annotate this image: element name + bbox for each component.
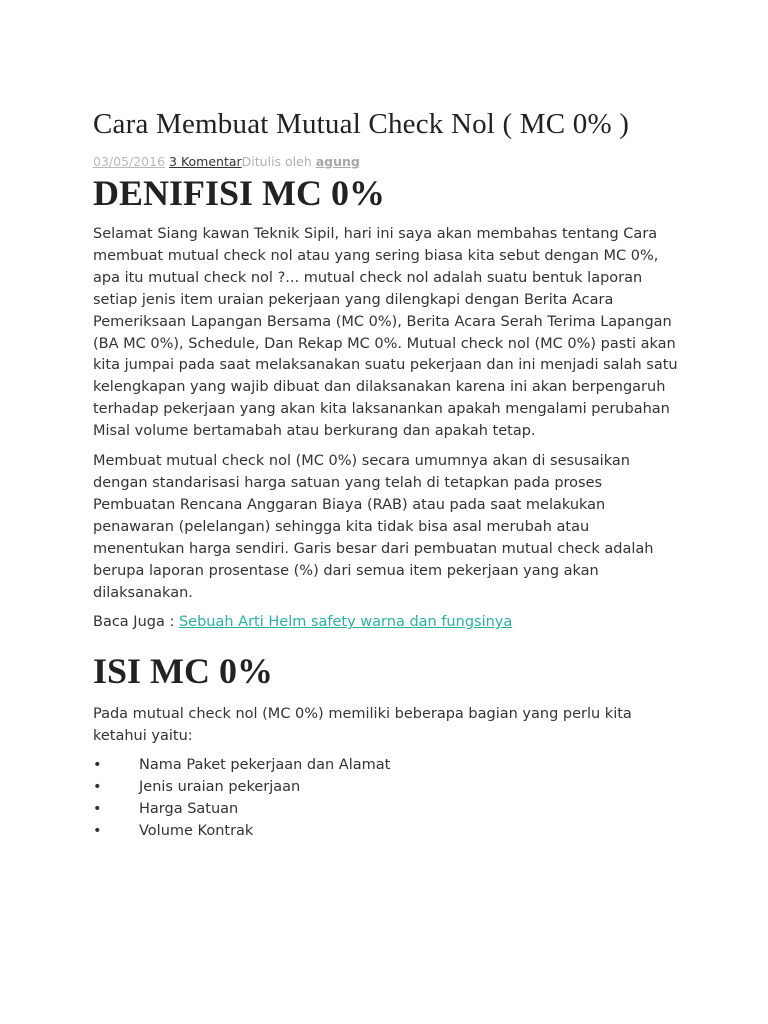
- author-link[interactable]: agung: [315, 154, 360, 169]
- list-item-text: Jenis uraian pekerjaan: [139, 779, 301, 796]
- list-item: [93, 799, 683, 821]
- list-item-text: Volume Kontrak: [139, 822, 254, 839]
- contents-list: [93, 755, 683, 843]
- bullet-icon: •: [93, 757, 102, 774]
- bullet-icon: •: [93, 800, 102, 817]
- intro-paragraph: Selamat Siang kawan Teknik Sipil, hari ini saya akan membahas tentang Cara membuat mutual check nol atau yang sering biasa kita sebut dengan MC 0%, apa itu mutual check nol ?... mutual check nol adalah suatu bentuk laporan setiap jenis item uraian pekerjaan yang dilengkapi dengan Berita Acara Pemeriksaan Lapangan Bersama (MC 0%), Berita Acara Serah Terima Lapangan (BA MC 0%), Schedule, Dan Rekap MC 0%. Mutual check nol (MC 0%) pasti akan kita jumpai pada saat melaksanakan suatu pekerjaan dan ini menjadi salah satu kelengkapan yang wajib dibuat dan dilaksanakan karena ini akan berpengaruh terhadap pekerjaan yang akan kita laksanankan apakah mengalami perubahan Misal volume bertamabah atau berkurang dan apakah tetap.: [93, 226, 678, 440]
- comments-link[interactable]: 3 Komentar: [169, 154, 242, 169]
- list-item-text: Harga Satuan: [139, 800, 239, 817]
- read-also: [93, 612, 683, 634]
- list-item: [93, 755, 683, 777]
- list-item: [93, 821, 683, 843]
- post-title: Cara Membuat Mutual Check Nol ( MC 0% ): [93, 108, 630, 140]
- contents-heading: ISI MC 0%: [93, 651, 274, 692]
- written-by-label: Ditulis oleh: [241, 154, 312, 169]
- read-also-link[interactable]: Sebuah Arti Helm safety warna dan fungsinya: [178, 614, 513, 631]
- definition-heading: DENIFISI MC 0%: [93, 173, 386, 213]
- bullet-icon: •: [93, 822, 102, 839]
- list-item-text: Nama Paket pekerjaan dan Alamat: [139, 757, 391, 774]
- article: [93, 106, 683, 843]
- contents-intro-paragraph: Pada mutual check nol (MC 0%) memiliki beberapa bagian yang perlu kita ketahui yaitu:: [93, 706, 632, 745]
- post-date-link[interactable]: 03/05/2016: [93, 154, 166, 169]
- list-item: [93, 777, 683, 799]
- bullet-icon: •: [93, 779, 102, 796]
- post-meta: [93, 154, 683, 170]
- read-also-label: Baca Juga :: [93, 614, 179, 631]
- method-paragraph: Membuat mutual check nol (MC 0%) secara umumnya akan di sesusaikan dengan standarisasi harga satuan yang telah di tetapkan pada proses Pembuatan Rencana Anggaran Biaya (RAB) atau pada saat melakukan penawaran (pelelangan) sehingga kita tidak bisa asal merubah atau menentukan harga sendiri. Garis besar dari pembuatan mutual check adalah berupa laporan prosentase (%) dari semua item pekerjaan yang akan dilaksanakan.: [93, 453, 654, 601]
